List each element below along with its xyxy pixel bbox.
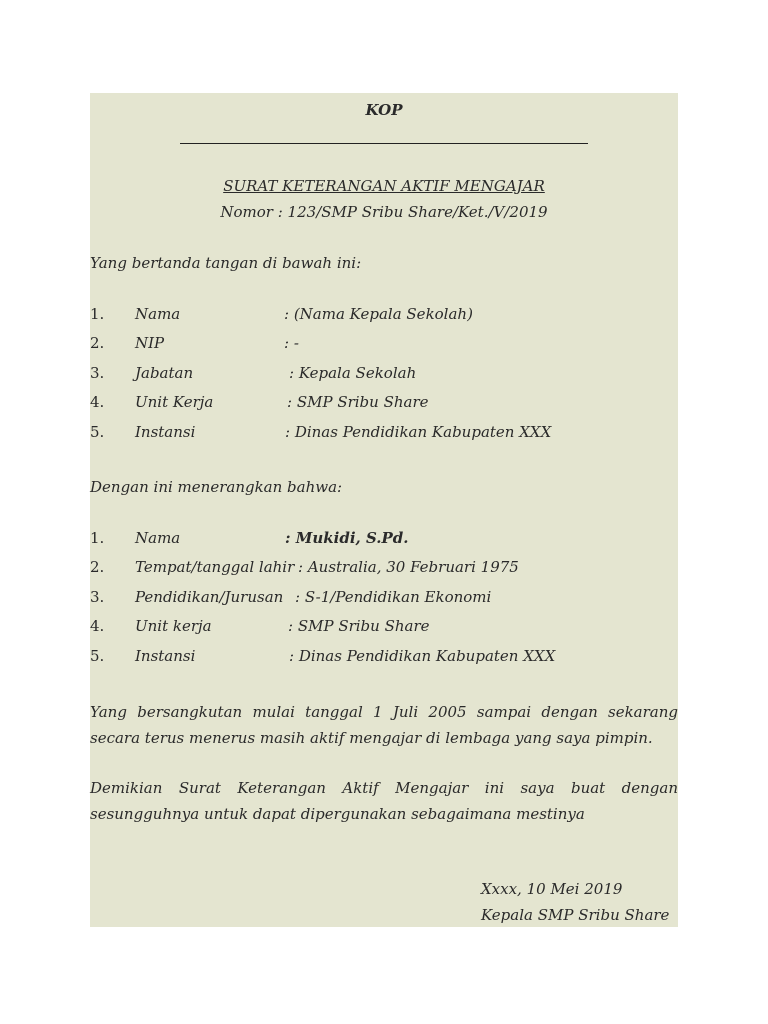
letter-number: Nomor : 123/SMP Sribu Share/Ket./V/2019 xyxy=(220,203,548,221)
signer-row xyxy=(90,334,678,354)
closing-paragraph: Demikian Surat Keterangan Aktif Mengajar ini saya buat dengan sesungguhnya untuk dapat dipergunakan sebagaimana mestinya xyxy=(90,779,678,823)
row-label: Pendidikan/Jurusan xyxy=(135,588,284,606)
row-label: Unit Kerja xyxy=(135,393,214,411)
signer-row xyxy=(90,393,678,413)
intro-subject: Dengan ini menerangkan bahwa: xyxy=(90,478,343,496)
row-number: 2. xyxy=(90,334,105,352)
row-number: 3. xyxy=(90,588,105,606)
row-value: : Mukidi, S.Pd. xyxy=(285,529,409,547)
row-number: 1. xyxy=(90,305,105,323)
row-value: : SMP Sribu Share xyxy=(288,617,430,635)
row-number: 1. xyxy=(90,529,105,547)
row-number: 5. xyxy=(90,423,105,441)
kop-divider-line xyxy=(180,143,588,144)
row-label: Instansi xyxy=(135,423,196,441)
signer-row xyxy=(90,364,678,384)
row-number: 4. xyxy=(90,393,105,411)
subject-row xyxy=(90,617,678,637)
row-label: Unit kerja xyxy=(135,617,212,635)
letter-title: SURAT KETERANGAN AKTIF MENGAJAR xyxy=(223,177,545,195)
row-value: : S-1/Pendidikan Ekonomi xyxy=(295,588,492,606)
row-number: 3. xyxy=(90,364,105,382)
signature-place-date: Xxxx, 10 Mei 2019 xyxy=(481,880,623,898)
row-label: Instansi xyxy=(135,647,196,665)
row-number: 4. xyxy=(90,617,105,635)
row-number: 2. xyxy=(90,558,105,576)
subject-row xyxy=(90,558,678,578)
signer-row xyxy=(90,305,678,325)
row-value: : (Nama Kepala Sekolah) xyxy=(284,305,473,323)
subject-row xyxy=(90,529,678,549)
subject-row xyxy=(90,647,678,667)
signature-position: Kepala SMP Sribu Share xyxy=(481,906,670,924)
signer-row xyxy=(90,423,678,443)
subject-row xyxy=(90,588,678,608)
row-label: Tempat/tanggal lahir xyxy=(135,558,295,576)
kop-heading: KOP xyxy=(365,101,403,119)
row-label: Nama xyxy=(135,305,181,323)
row-number: 5. xyxy=(90,647,105,665)
row-value: : Kepala Sekolah xyxy=(289,364,417,382)
row-label: NIP xyxy=(135,334,165,352)
body-paragraph: Yang bersangkutan mulai tanggal 1 Juli 2005 sampai dengan sekarang secara terus menerus masih aktif mengajar di lembaga yang saya pimpin. xyxy=(90,703,678,747)
row-value: : Australia, 30 Februari 1975 xyxy=(298,558,519,576)
row-value: : - xyxy=(284,334,299,352)
intro-signer: Yang bertanda tangan di bawah ini: xyxy=(90,254,362,272)
row-value: : Dinas Pendidikan Kabupaten XXX xyxy=(285,423,552,441)
document-page xyxy=(90,93,678,927)
row-label: Jabatan xyxy=(135,364,194,382)
row-label: Nama xyxy=(135,529,181,547)
row-value: : SMP Sribu Share xyxy=(287,393,429,411)
row-value: : Dinas Pendidikan Kabupaten XXX xyxy=(289,647,556,665)
